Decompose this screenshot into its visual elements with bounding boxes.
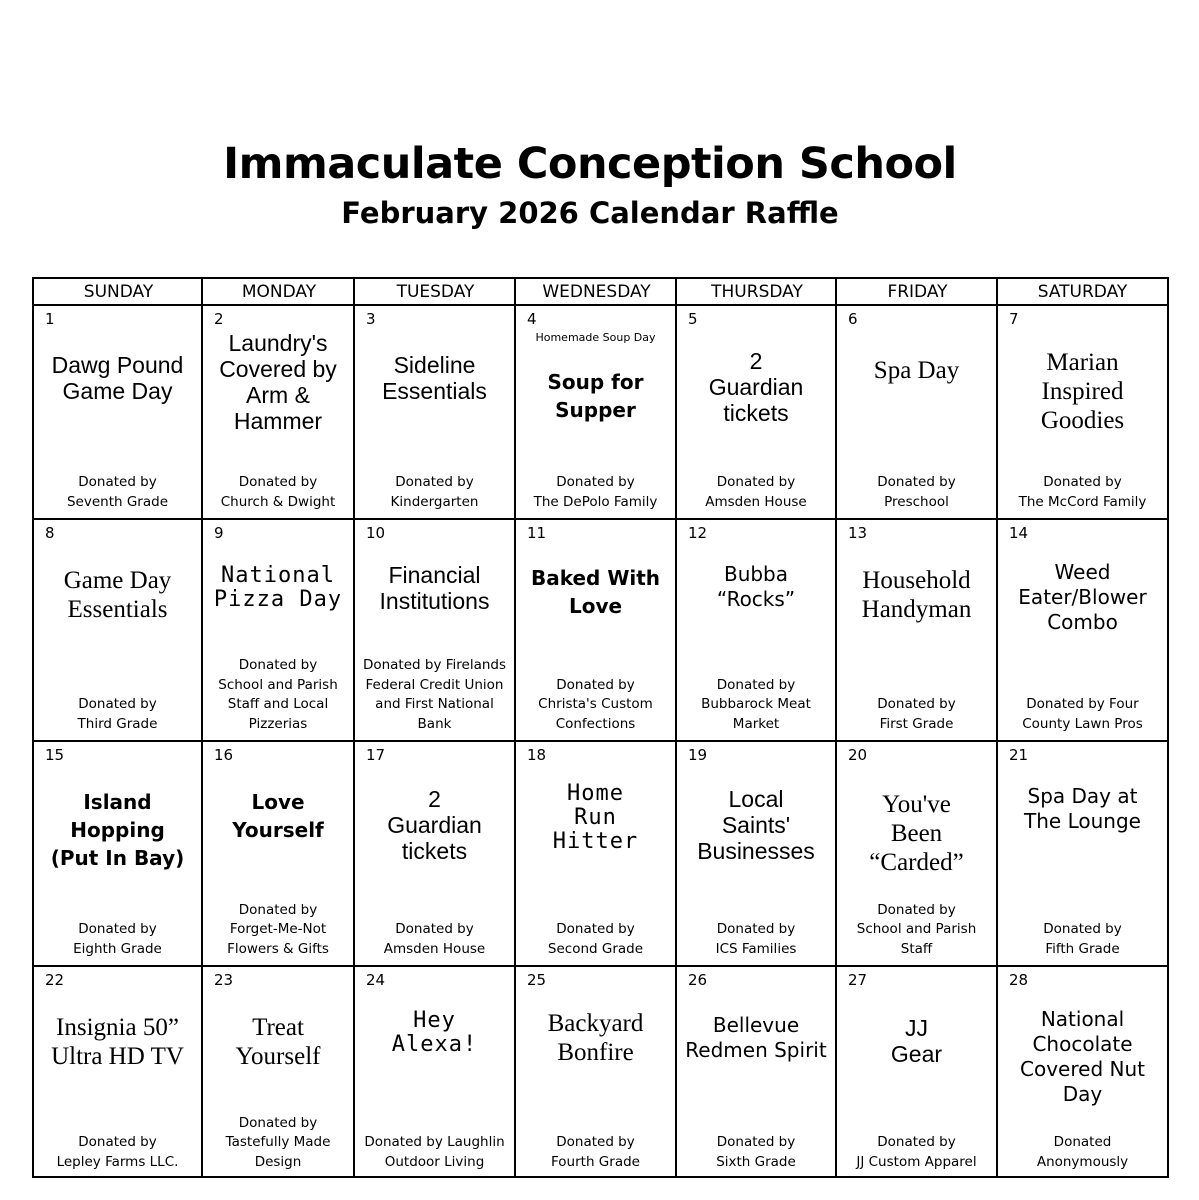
day-number: 24: [366, 971, 386, 989]
donor-text: Donated by Preschool: [877, 474, 956, 510]
prize-title: Weed Eater/Blower Combo: [1018, 560, 1147, 634]
day-number: 12: [688, 524, 708, 542]
calendar-day-cell: [203, 306, 355, 520]
donor-text: Donated by Fifth Grade: [1043, 921, 1122, 957]
calendar-day-cell: [355, 742, 516, 967]
day-number: 6: [848, 310, 858, 328]
prize-title: Soup for Supper: [547, 370, 644, 422]
prize-title: Marian Inspired Goodies: [1040, 349, 1125, 434]
calendar-day-cell: [677, 306, 837, 520]
day-number: 11: [527, 524, 547, 542]
donor-text: Donated by Eighth Grade: [73, 921, 162, 957]
calendar-day-cell: [837, 306, 998, 520]
prize-title: Financial Institutions: [379, 562, 490, 614]
prize-title: Bellevue Redmen Spirit: [685, 1013, 827, 1062]
calendar-day-cell: [677, 967, 837, 1178]
donor-text: Donated by Tastefully Made Design: [225, 1114, 331, 1170]
donor-text: Donated by ICS Families: [715, 921, 797, 957]
day-number: 23: [214, 971, 234, 989]
prize-title: National Chocolate Covered Nut Day: [1020, 1007, 1145, 1106]
calendar-day-cell: [34, 520, 203, 742]
calendar-day-cell: [677, 520, 837, 742]
day-number: 28: [1009, 971, 1029, 989]
day-number: 4: [527, 310, 537, 328]
prize-title: Game Day Essentials: [63, 567, 172, 623]
prize-title: Spa Day: [873, 357, 960, 384]
donor-text: Donated by School and Parish Staff and Local Pizzerias: [218, 657, 338, 732]
calendar-day-cell: [998, 520, 1167, 742]
calendar-day-cell: [516, 520, 677, 742]
prize-title: Treat Yourself: [235, 1014, 321, 1070]
donor-text: Donated by Seventh Grade: [66, 474, 169, 510]
weekday-friday: FRIDAY: [887, 282, 948, 302]
weekday-sunday: SUNDAY: [83, 282, 154, 302]
prize-title: Baked With Love: [530, 566, 661, 618]
prize-title: Dawg Pound Game Day: [51, 352, 184, 404]
day-number: 13: [848, 524, 868, 542]
weekday-thursday: THURSDAY: [711, 282, 803, 302]
donor-text: Donated by Amsden House: [705, 474, 807, 510]
day-number: 2: [214, 310, 224, 328]
calendar-day-cell: [516, 742, 677, 967]
day-number: 5: [688, 310, 698, 328]
calendar-day-cell: [998, 742, 1167, 967]
donor-text: Donated by Firelands Federal Credit Union and First National Bank: [362, 657, 507, 732]
calendar-day-cell: [516, 306, 677, 520]
prize-title: Laundry's Covered by Arm & Hammer: [219, 330, 337, 434]
donor-text: Donated by First Grade: [877, 696, 956, 732]
calendar-day-cell: [355, 306, 516, 520]
donor-text: Donated by Laughlin Outdoor Living: [364, 1134, 505, 1170]
day-number: 21: [1009, 746, 1029, 764]
day-number: 17: [366, 746, 386, 764]
day-number: 8: [45, 524, 55, 542]
day-number: 3: [366, 310, 376, 328]
page-subtitle: February 2026 Calendar Raffle: [341, 196, 839, 230]
day-note: Homemade Soup Day: [535, 331, 656, 344]
calendar-day-cell: [677, 742, 837, 967]
calendar-day-cell: [837, 967, 998, 1178]
donor-text: Donated by Kindergarten: [390, 474, 479, 510]
calendar-day-cell: [355, 520, 516, 742]
weekday-monday: MONDAY: [241, 282, 317, 302]
calendar-day-cell: [203, 742, 355, 967]
prize-title: Island Hopping (Put In Bay): [50, 790, 185, 870]
prize-title: Insignia 50” Ultra HD TV: [51, 1014, 184, 1070]
day-number: 27: [848, 971, 868, 989]
calendar-day-cell: [34, 742, 203, 967]
donor-text: Donated by Lepley Farms LLC.: [56, 1134, 179, 1170]
prize-title: Love Yourself: [232, 790, 324, 842]
day-number: 26: [688, 971, 708, 989]
day-number: 16: [214, 746, 234, 764]
donor-text: Donated by Amsden House: [383, 921, 486, 957]
donor-text: Donated Anonymously: [1036, 1134, 1129, 1170]
prize-title: Local Saints' Businesses: [697, 786, 815, 864]
calendar-day-cell: [837, 520, 998, 742]
prize-title: 2 Guardian tickets: [708, 348, 804, 426]
day-number: 18: [527, 746, 547, 764]
donor-text: Donated by School and Parish Staff: [856, 901, 977, 957]
day-number: 22: [45, 971, 65, 989]
donor-text: Donated by The DePolo Family: [533, 474, 658, 510]
prize-title: Backyard Bonfire: [547, 1010, 644, 1066]
prize-title: Home Run Hitter: [552, 781, 639, 854]
calendar-grid: [32, 277, 1169, 1178]
weekday-wednesday: WEDNESDAY: [542, 282, 651, 302]
donor-text: Donated by Third Grade: [77, 696, 158, 732]
donor-text: Donated by JJ Custom Apparel: [856, 1134, 977, 1170]
donor-text: Donated by Church & Dwight: [220, 474, 336, 510]
prize-title: Hey Alexa!: [391, 1008, 478, 1057]
calendar-day-cell: [203, 967, 355, 1178]
page-title: Immaculate Conception School: [223, 139, 957, 189]
donor-text: Donated by Sixth Grade: [716, 1134, 796, 1170]
calendar-day-cell: [203, 520, 355, 742]
prize-title: JJ Gear: [890, 1015, 943, 1067]
day-number: 1: [45, 310, 55, 328]
day-number: 10: [366, 524, 386, 542]
prize-title: Sideline Essentials: [382, 352, 487, 404]
prize-title: Household Handyman: [861, 567, 972, 623]
calendar-day-cell: [355, 967, 516, 1178]
prize-title: National Pizza Day: [213, 563, 343, 612]
day-number: 9: [214, 524, 224, 542]
donor-text: Donated by Four County Lawn Pros: [1022, 696, 1143, 732]
calendar-day-cell: [34, 967, 203, 1178]
day-number: 14: [1009, 524, 1029, 542]
day-number: 7: [1009, 310, 1019, 328]
donor-text: Donated by Christa's Custom Confections: [538, 676, 653, 732]
day-number: 19: [688, 746, 708, 764]
donor-text: Donated by Forget-Me-Not Flowers & Gifts: [227, 901, 329, 957]
donor-text: Donated by Bubbarock Meat Market: [701, 676, 811, 732]
donor-text: Donated by The McCord Family: [1018, 474, 1147, 510]
donor-text: Donated by Second Grade: [547, 921, 644, 957]
prize-title: Spa Day at The Lounge: [1024, 784, 1141, 833]
weekday-header-row: [34, 279, 1167, 306]
weekday-saturday: SATURDAY: [1037, 282, 1128, 302]
prize-title: You've Been “Carded”: [869, 791, 964, 876]
calendar-day-cell: [837, 742, 998, 967]
day-number: 20: [848, 746, 868, 764]
calendar-day-cell: [516, 967, 677, 1178]
prize-title: Bubba “Rocks”: [716, 562, 796, 611]
prize-title: 2 Guardian tickets: [387, 786, 482, 864]
calendar-day-cell: [998, 306, 1167, 520]
donor-text: Donated by Fourth Grade: [551, 1134, 640, 1170]
day-number: 15: [45, 746, 65, 764]
calendar-day-cell: [34, 306, 203, 520]
day-number: 25: [527, 971, 547, 989]
calendar-day-cell: [998, 967, 1167, 1178]
weekday-tuesday: TUESDAY: [396, 282, 475, 302]
